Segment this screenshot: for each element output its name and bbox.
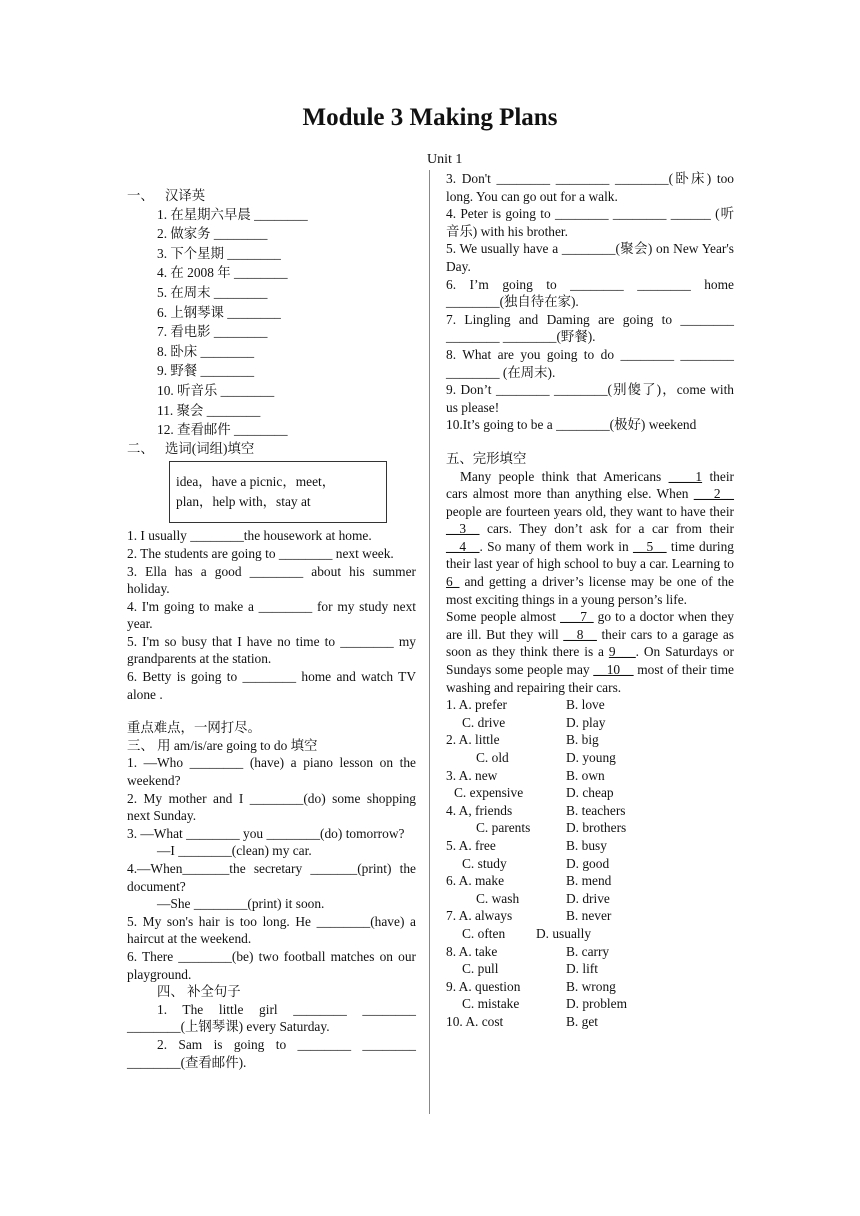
cloze-paragraph-1 <box>446 468 734 609</box>
cloze-blank: __4__ <box>446 538 480 554</box>
option-row <box>446 802 734 820</box>
passage-text: time during their last year of high school to buy a car. Learning to <box>446 538 734 572</box>
option-a: 3. A. new <box>446 767 498 783</box>
vocab-item: 12. 查看邮件 ________ <box>157 422 288 438</box>
cloze-blank: __3__ <box>446 521 480 537</box>
vocab-item: 6. 上钢琴课 ________ <box>157 304 281 320</box>
key-points-note: 重点难点，一网打尽。 <box>127 720 261 736</box>
option-c: C. often <box>462 925 506 941</box>
passage-text: people are fourteen years old, they want to have their <box>446 503 734 519</box>
option-c: C. parents <box>476 820 531 836</box>
option-b: B. carry <box>566 943 610 959</box>
option-a: 8. A. take <box>446 943 498 959</box>
passage-text: go to a doctor when they are ill. But they will <box>446 609 734 642</box>
sentence-item: 4. Peter is going to ________ ________ ______ (听音乐) with his brother. <box>446 206 734 239</box>
option-a: 7. A. always <box>446 908 513 924</box>
tense-item-reply: —She ________(print) it soon. <box>157 896 325 912</box>
cloze-paragraph-2 <box>446 608 734 696</box>
word-bank-box <box>169 461 387 523</box>
fill-item: 3. Ella has a good ________ about his summer holiday. <box>127 563 416 597</box>
option-d: D. lift <box>566 961 598 977</box>
tense-item: 2. My mother and I ________(do) some shopping next Sunday. <box>127 790 416 824</box>
option-a: 4. A, friends <box>446 802 513 818</box>
sentence-item: 7. Lingling and Daming are going to ________ ________ ________(野餐). <box>446 311 734 345</box>
option-d: D. young <box>566 750 616 765</box>
tense-item: 4.—When_______the secretary _______(print) the document? <box>127 861 416 894</box>
vocab-list <box>127 205 416 440</box>
passage-text: and getting a driver’s license may be one of the most exciting things in a young person’s life. <box>446 574 734 607</box>
right-column <box>446 170 734 1031</box>
section1-heading <box>127 187 416 205</box>
option-d: D. drive <box>566 890 610 906</box>
passage-text: most of their time washing and repairing their cars. <box>446 662 734 695</box>
sentence-item: 3. Don't ________ ________ ________(卧床) too long. You can go out for a walk. <box>446 171 734 204</box>
option-b: B. teachers <box>566 802 626 818</box>
passage-text: Some people almost <box>446 609 561 625</box>
tense-item: 3. —What ________ you ________(do) tomorrow? <box>127 825 405 841</box>
vocab-item: 4. 在 2008 年 ________ <box>157 265 288 281</box>
vocab-item: 9. 野餐 ________ <box>157 363 255 379</box>
option-row <box>446 943 734 961</box>
fill-item: 1. I usually ________the housework at home. <box>127 528 372 544</box>
passage-text: their cars to a garage as soon as they think there is a <box>446 626 734 660</box>
option-b: B. big <box>566 732 599 748</box>
unit-label: Unit 1 <box>427 152 463 167</box>
option-row <box>446 872 734 890</box>
section2-title: 选词(词组)填空 <box>165 440 255 456</box>
option-a: 1. A. prefer <box>446 697 507 713</box>
column-divider <box>429 170 430 1114</box>
option-row <box>446 819 734 837</box>
passage-text: cars. They don’t ask for a car from their <box>479 521 734 537</box>
passage-text: Many people think that Americans <box>460 468 669 484</box>
option-row <box>446 784 734 802</box>
option-b: B. never <box>566 908 612 924</box>
sentence-item: 5. We usually have a ________(聚会) on New Year's Day. <box>446 241 734 274</box>
sentence-item: 2. Sam is going to ________ ________ ________(查看邮件). <box>127 1036 416 1070</box>
cloze-blank: 6_ <box>446 574 460 590</box>
option-row <box>446 1013 734 1031</box>
vocab-item: 10. 听音乐 ________ <box>157 382 275 398</box>
option-row <box>446 767 734 785</box>
vocab-item: 11. 聚会 ________ <box>157 402 261 418</box>
section4-heading: 四、 补全句子 <box>157 984 241 1000</box>
sentence-item: 1. The little girl ________ ________ ________(上钢琴课) every Saturday. <box>127 1001 416 1035</box>
vocab-item: 5. 在周末 ________ <box>157 284 268 300</box>
option-a: 6. A. make <box>446 873 505 889</box>
tense-item: 1. —Who ________ (have) a piano lesson on the weekend? <box>127 755 416 789</box>
section2-heading <box>127 440 416 458</box>
sentence-item: 6. I’m going to ________ ________ home ________(独自待在家). <box>446 276 734 310</box>
cloze-blank: 9___ <box>608 644 636 660</box>
option-row <box>446 696 734 714</box>
tense-item: 5. My son's hair is too long. He ________(have) a haircut at the weekend. <box>127 913 416 947</box>
option-c: C. drive <box>462 714 506 730</box>
option-row <box>446 749 734 767</box>
option-c: C. expensive <box>454 785 524 801</box>
tense-item: 6. There ________(be) two football matches on our playground. <box>127 948 416 982</box>
cloze-blank: __10__ <box>593 662 634 678</box>
option-row <box>446 855 734 873</box>
passage-text: their cars almost more than anything else. When <box>446 468 734 502</box>
option-b: B. love <box>566 697 605 713</box>
option-row <box>446 890 734 908</box>
cloze-blank: __5__ <box>633 538 667 554</box>
page-title: Module 3 Making Plans <box>302 104 558 131</box>
vocab-item: 3. 下个星期 ________ <box>157 245 281 261</box>
cloze-blank: ____1 <box>668 468 703 484</box>
option-row <box>446 925 734 943</box>
section3-heading: 三、 用 am/is/are going to do 填空 <box>127 737 318 753</box>
option-a: 2. A. little <box>446 732 500 748</box>
option-row <box>446 995 734 1013</box>
option-row <box>446 960 734 978</box>
option-c: C. study <box>462 855 507 871</box>
vocab-item: 1. 在星期六早晨 ________ <box>157 206 308 222</box>
vocab-item: 8. 卧床 ________ <box>157 343 255 359</box>
option-row <box>446 907 734 925</box>
option-row <box>446 837 734 855</box>
word-bank-line: plan，help with，stay at <box>176 494 311 510</box>
cloze-blank: __8__ <box>563 626 597 642</box>
section5-heading: 五、完形填空 <box>446 450 527 466</box>
fill-item: 4. I'm going to make a ________ for my study next year. <box>127 598 416 632</box>
option-b: B. wrong <box>566 978 616 994</box>
option-d: D. problem <box>566 996 627 1012</box>
sentence-item: 8. What are you going to do ________ ________ ________ (在周末). <box>446 346 734 380</box>
fill-item: 6. Betty is going to ________ home and watch TV alone . <box>127 669 416 702</box>
option-b: B. mend <box>566 873 612 889</box>
sentence-item: 10.It’s going to be a ________(极好) weekend <box>446 417 697 433</box>
vocab-item: 2. 做家务 ________ <box>157 226 268 242</box>
cloze-blank: ___2__ <box>693 486 734 502</box>
option-c: C. old <box>476 750 509 765</box>
option-c: C. wash <box>476 890 520 906</box>
option-c: C. pull <box>462 961 499 977</box>
section1-number: 一、 <box>127 188 154 203</box>
passage-text: . So many of them work in <box>479 538 634 554</box>
vocab-item: 7. 看电影 ________ <box>157 324 268 340</box>
option-a: 5. A. free <box>446 837 496 853</box>
option-d: D. cheap <box>566 785 614 801</box>
option-a: 10. A. cost <box>446 1013 504 1029</box>
option-d: D. good <box>566 855 610 871</box>
option-b: B. get <box>566 1013 598 1029</box>
cloze-options <box>446 696 734 1030</box>
option-c: C. mistake <box>462 996 520 1012</box>
option-row <box>446 714 734 732</box>
option-d: D. brothers <box>566 820 627 836</box>
option-b: B. own <box>566 767 605 783</box>
option-b: B. busy <box>566 837 607 853</box>
fill-item: 5. I'm so busy that I have no time to ________ my grandparents at the station. <box>127 633 416 667</box>
option-row <box>446 978 734 996</box>
section1-title: 汉译英 <box>165 188 206 203</box>
sentence-item: 9. Don’t ________ ________(别傻了)，come with us please! <box>446 382 734 415</box>
option-d: D. play <box>566 714 606 730</box>
option-a: 9. A. question <box>446 978 521 994</box>
option-row <box>446 731 734 749</box>
left-column <box>127 187 416 1071</box>
section2-number: 二、 <box>127 440 154 456</box>
fill-item: 2. The students are going to ________ next week. <box>127 545 394 561</box>
cloze-blank: ___7_ <box>560 609 594 625</box>
tense-item-reply: —I ________(clean) my car. <box>157 843 312 859</box>
option-d: D. usually <box>536 925 592 941</box>
passage-text: . On Saturdays or Sundays some people may <box>446 644 734 678</box>
word-bank-line: idea，have a picnic，meet， <box>176 474 336 490</box>
